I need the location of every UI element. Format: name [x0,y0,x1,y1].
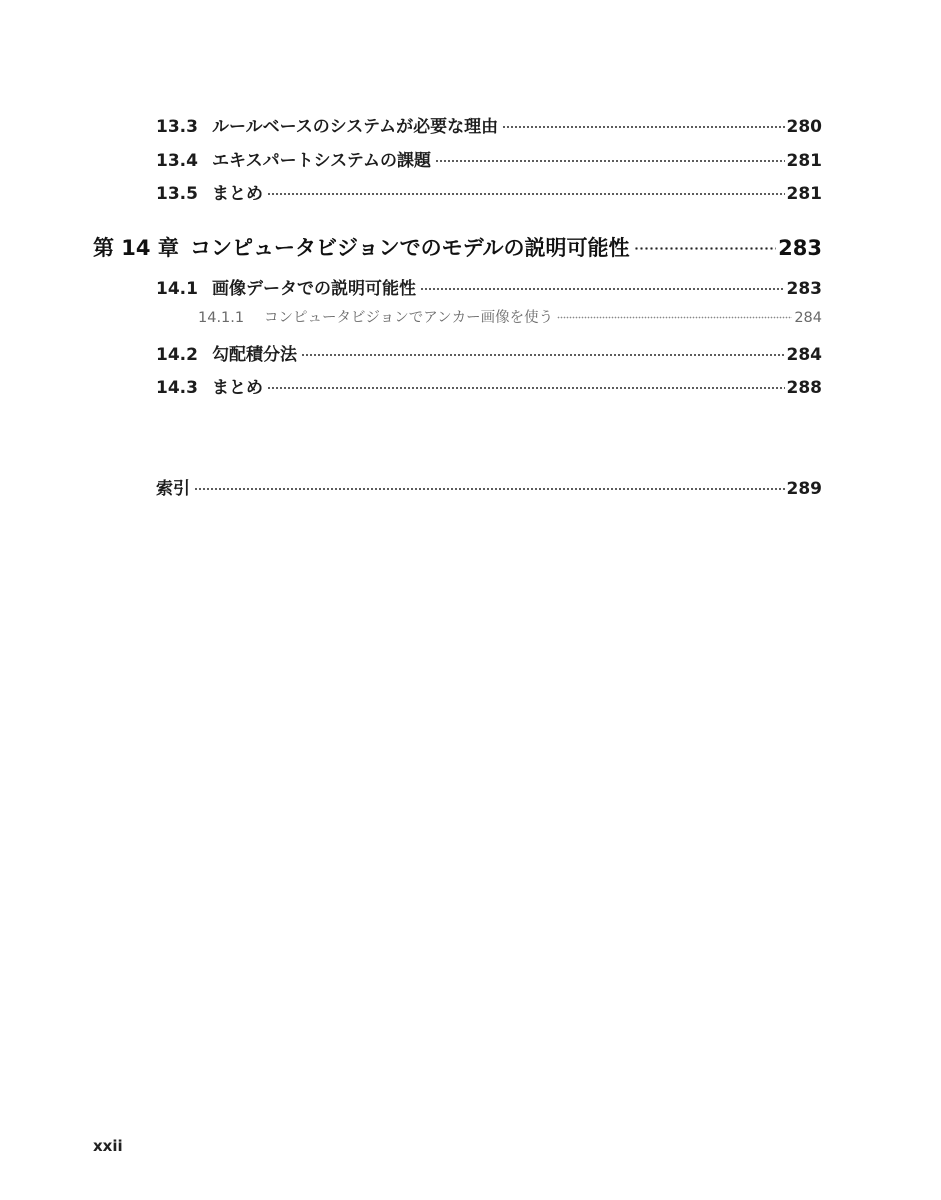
section-title: ルールベースのシステムが必要な理由 [212,117,499,137]
page-number: 283 [786,279,822,299]
section-title: エキスパートシステムの課題 [212,151,431,171]
dot-leader [420,277,785,294]
page-number: 284 [786,345,822,365]
section-number: 14.3 [156,378,198,398]
section-number: 14.2 [156,345,198,365]
page-folio: xxii [93,1137,123,1155]
toc-entry-14-2[interactable] [156,340,822,365]
section-title: 画像データでの説明可能性 [212,279,416,299]
page-number: 280 [786,117,822,137]
page-number: 284 [794,310,822,326]
dot-leader [435,149,785,166]
toc-entry-13-4[interactable] [156,146,822,171]
section-number: 14.1 [156,279,198,299]
subsection-title: コンピュータビジョンでアンカー画像を使う [264,310,554,326]
toc-entry-13-3[interactable] [156,112,822,137]
page-number: 288 [786,378,822,398]
dot-leader [267,182,785,199]
chapter-number: 第 14 章 [93,236,179,260]
dot-leader [194,477,785,494]
section-title: 勾配積分法 [212,345,297,365]
toc-chapter-14[interactable] [93,232,822,262]
dot-leader [634,234,777,255]
section-number: 13.3 [156,117,198,137]
page-number: 283 [778,236,822,260]
toc-entry-14-1[interactable] [156,274,822,299]
toc-entry-14-1-1[interactable] [198,306,822,327]
section-title: まとめ [212,184,263,204]
page-number: 281 [786,184,822,204]
index-title: 索引 [156,479,190,499]
toc-entry-14-3[interactable] [156,373,822,398]
section-number: 13.5 [156,184,198,204]
chapter-title: コンピュータビジョンでのモデルの説明可能性 [190,236,630,260]
subsection-number: 14.1.1 [198,310,245,326]
section-title: まとめ [212,378,263,398]
dot-leader [301,343,785,360]
section-number: 13.4 [156,151,198,171]
dot-leader [267,376,785,393]
page-number: 281 [786,151,822,171]
toc-entry-13-5[interactable] [156,179,822,204]
dot-leader [502,115,784,132]
page-number: 289 [786,479,822,499]
dot-leader [557,308,792,323]
toc-entry-index[interactable] [156,474,822,499]
